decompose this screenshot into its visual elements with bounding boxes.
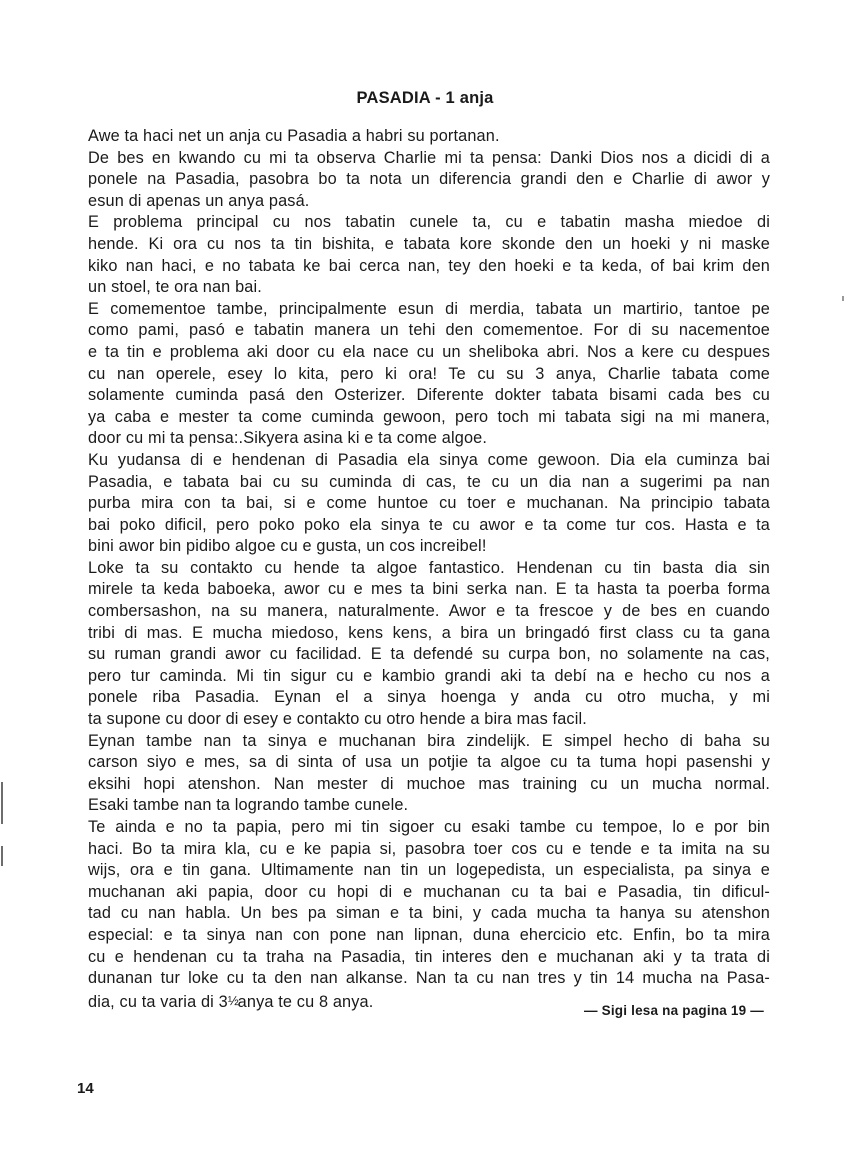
text-line: Awe ta haci net un anja cu Pasadia a habri su portanan. [88, 127, 500, 145]
text-line: E comementoe tambe, principalmente esun di merdia, tabata un martirio, tantoe pe [88, 299, 770, 318]
text-line: esun di apenas un anya pasá. [88, 191, 310, 210]
fraction-half: ½ [227, 992, 238, 1008]
text-line: dunanan tur loke cu ta den nan alkanse. Nan ta cu nan tres y tin 14 mucha na Pasa- [88, 969, 770, 988]
scan-edge-mark [1, 846, 3, 866]
text-line: muchanan aki papia, door cu hopi di e muchanan cu ta bai e Pasadia, tin dificul- [88, 882, 770, 901]
last-line-end: anya te cu 8 anya. [237, 992, 374, 1011]
text-line: como pami, pasó e tabatin manera un tehi den comementoe. For di su nacementoe [88, 321, 770, 340]
text-line: bini awor bin pidibo algoe cu e gusta, un cos increibel! [88, 537, 487, 556]
article-title: PASADIA - 1 anja [356, 89, 494, 107]
text-line: purba mira con ta bai, si e come huntoe cu toer e muchanan. Na principio tabata [88, 494, 770, 513]
text-line: De bes en kwando cu mi ta observa Charlie mi ta pensa: Danki Dios nos a dicidi di a [88, 148, 770, 167]
article-body [88, 126, 770, 1011]
text-line: ponele riba Pasadia. Eynan el a sinya hoenga y anda cu otro mucha, y mi [88, 688, 770, 707]
text-line: door cu mi ta pensa:.Sikyera asina ki e ta come algoe. [88, 429, 488, 448]
text-line: solamente cuminda pasá den Osterizer. Diferente dokter tabata bisami cada bes cu [88, 386, 770, 405]
text-line: E problema principal cu nos tabatin cunele ta, cu e tabatin masha miedoe di [88, 213, 770, 232]
page-number: 14 [77, 1080, 94, 1097]
text-line: tad cu nan habla. Un bes pa siman e ta bini, y cada mucha ta hanya su atenshon [88, 904, 770, 923]
last-line-start: dia, cu ta varia di 3 [88, 992, 228, 1011]
text-line: Loke ta su contakto cu hende ta algoe fantastico. Hendenan cu tin basta dia sin [88, 558, 770, 577]
text-line: su ruman grandi awor cu facilidad. E ta defendé su curpa bon, no solamente na cas, [88, 645, 770, 664]
text-line: carson siyo e mes, sa di sinta of usa un potjie ta algoe cu ta tuma hopi pasenshi y [88, 753, 770, 772]
text-line: ponele na Pasadia, pasobra bo ta nota un diferencia grandi den e Charlie di awor y [88, 170, 770, 189]
text-line: hende. Ki ora cu nos ta tin bishita, e tabata kore skonde den un hoeki y ni maske [88, 234, 770, 253]
text-line: e ta tin e problema aki door cu ela nace cu un sheliboka abri. Nos a kere cu despues [88, 342, 770, 361]
text-line: mirele ta keda baboeka, awor cu e mes ta bini serka nan. E ta hasta ta poerba forma [88, 580, 770, 599]
text-line: especial: e ta sinya nan con pone nan lipnan, duna ehercicio etc. Enfin, bo ta mira [88, 925, 770, 944]
text-line: tribi di mas. E mucha miedoso, kens kens, a bira un bringadó first class cu ta gana [88, 623, 770, 642]
text-line: ta supone cu door di esey e contakto cu otro hende a bira mas facil. [88, 710, 587, 729]
text-line: Eynan tambe nan ta sinya e muchanan bira zindelijk. E simpel hecho di baha su [88, 731, 770, 750]
scan-speck [842, 296, 844, 301]
scan-edge-mark [1, 782, 3, 824]
text-line: Ku yudansa di e hendenan di Pasadia ela sinya come gewoon. Dia ela cuminza bai [88, 450, 770, 469]
text-line: pero tur caminda. Mi tin sigur cu e kambio grandi aki ta debí na e hecho cu nos a [88, 666, 770, 685]
text-line: Esaki tambe nan ta logrando tambe cunele. [88, 796, 409, 815]
text-line: combersashon, na su manera, naturalmente. Awor e ta frescoe y de bes en cuando [88, 602, 770, 621]
text-line: cu e hendenan cu ta traha na Pasadia, tin interes den e muchanan aki y ta trata di [88, 947, 770, 966]
continued-on-page-note: — Sigi lesa na pagina 19 — [583, 1003, 764, 1018]
text-line: kiko nan haci, e no tabata ke bai cerca nan, tey den hoeki e ta keda, of bai krim den [88, 256, 770, 275]
text-line: Te ainda e no ta papia, pero mi tin sigoer cu esaki tambe cu tempoe, lo e por bin [88, 818, 770, 836]
text-line: haci. Bo ta mira kla, cu e ke papia si, pasobra toer cos cu e tende e ta imita na su [88, 839, 770, 858]
text-line: Pasadia, e tabata bai cu su cuminda di cas, te cu un dia nan a sugerimi pa nan [88, 472, 770, 491]
text-line: wijs, ora e tin gana. Ultimamente nan tin un logepedista, un especialista, pa sinya e [88, 861, 770, 880]
text-line: un stoel, te ora nan bai. [88, 278, 262, 297]
text-line: bai poko dificil, pero poko poko ela sinya te cu awor e ta come tur cos. Hasta e ta [88, 515, 770, 534]
text-line: ya caba e mester ta come cuminda gewoon, pero toch mi tabata sigi na mi manera, [88, 407, 770, 426]
text-line: cu nan operele, esey lo kita, pero ki ora! Te cu su 3 anya, Charlie tabata come [88, 364, 770, 383]
text-line: eksihi hopi atenshon. Nan mester di muchoe mas training cu un mucha normal. [88, 774, 770, 793]
